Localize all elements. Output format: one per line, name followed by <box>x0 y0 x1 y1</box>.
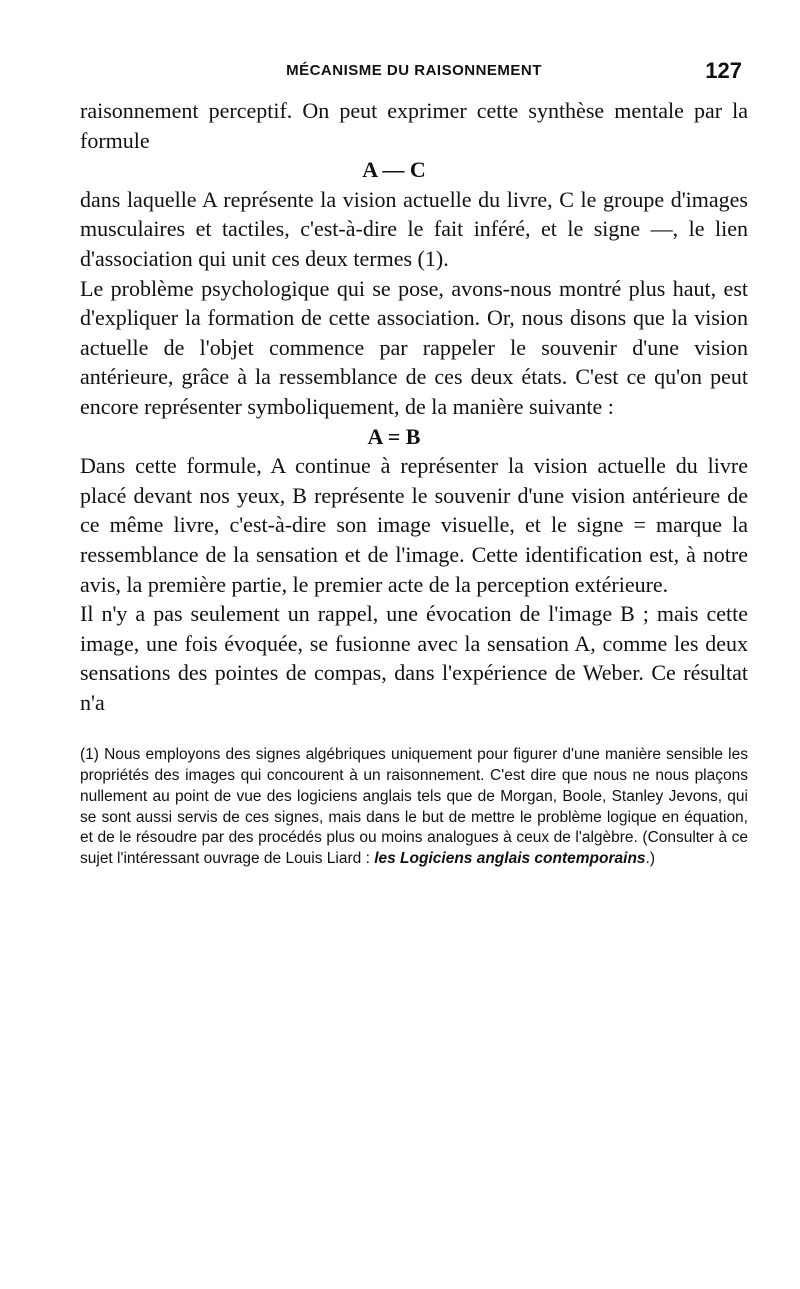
footnotes <box>80 745 748 869</box>
paragraph-2: dans laquelle A représente la vision actuelle du livre, C le groupe d'images musculaires et tactiles, c'est-à-dire le fait inféré, et le signe —, le lien d'association qui unit ces deux termes (1). <box>80 186 748 271</box>
running-head-title: MÉCANISME DU RAISONNEMENT <box>286 62 542 79</box>
formula-a-c: A — C <box>362 157 426 183</box>
paragraph-5: Il n'y a pas seulement un rappel, une évocation de l'image B ; mais cette image, une fois évoquée, se fusionne avec la sensation A, comme les deux sensations des pointes de compas, dans l'expérience de Weber. Ce résultat n'a <box>80 601 748 715</box>
paragraph-1: raisonnement perceptif. On peut exprimer cette synthèse mentale par la formule <box>80 98 748 153</box>
formula-a-b: A = B <box>367 423 421 449</box>
page-number: 127 <box>705 58 742 83</box>
footnote-1 <box>80 745 748 869</box>
footnote-book-title: les Logiciens anglais contemporains <box>374 849 646 867</box>
paragraph-3: Le problème psychologique qui se pose, avons-nous montré plus haut, est d'expliquer la formation de cette association. Or, nous disons que la vision actuelle de l'objet commence par rappeler le souvenir d'une vision antérieure, grâce à la ressemblance de ces deux états. C'est ce qu'on peut encore représenter symboliquement, de la manière suivante : <box>80 275 748 419</box>
paragraph-4: Dans cette formule, A continue à représenter la vision actuelle du livre placé devant nos yeux, B représente le souvenir d'une vision antérieure de ce même livre, c'est-à-dire son image visuelle, et le signe = marque la ressemblance de la sensation et de l'image. Cette identification est, à notre avis, la première partie, le premier acte de la perception extérieure. <box>80 453 748 597</box>
body-text <box>80 96 748 717</box>
footnote-text: (1) Nous employons des signes algébriques uniquement pour figurer d'une manière sensible les propriétés des images qui concourent à un raisonnement. C'est dire que nous ne nous plaçons nullement au point de vue des logiciens anglais tels que de Morgan, Boole, Stanley Jevons, qui se sont aussi servis de ces signes, mais dans le but de mettre le problème logique en équation, et de le résoudre par des procédés plus ou moins analogues à ceux de l'algèbre. (Consulter à ce sujet l'intéressant ouvrage de Louis Liard : <box>80 746 748 867</box>
running-head <box>80 58 748 86</box>
footnote-closing: .) <box>645 849 655 867</box>
